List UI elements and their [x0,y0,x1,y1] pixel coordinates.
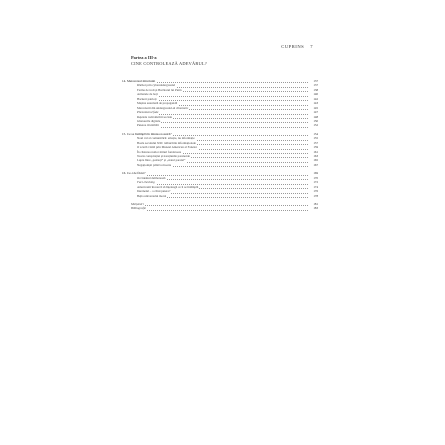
toc-entry-title: Armatele de boți [137,92,158,97]
toc-entry-title: Americanii încearcă să înțeleagă ce li se întâmplă [137,184,199,189]
toc-entry-title: Război prin cyberunderground [137,83,175,88]
toc-entry-title: Noul val al comunicării: emoție, nu informație [137,136,195,141]
toc-entry-title: Puterea invizibilă [137,123,159,128]
toc-chapter-title: 16. Ce-i de făcut? [122,171,146,176]
toc-entry-title: Mulțumiri [131,201,144,206]
toc-entry-title: Beția universului moral [137,193,167,198]
toc-chapter-title: 15. Ce se întâmplă în mintea noastră? [122,131,172,136]
toc-page-number: 165 [313,158,318,163]
toc-entry-title: Lupta între „patrioți” și „statul paralel” [137,158,186,163]
part-title: CINE CONTROLEAZĂ ADEVĂRUL? [131,60,207,66]
toc-entry-title: O scurtă vizită prin Muzeul American al Fanelor [137,145,198,150]
toc-entry-title: Boala secolului XXI: tulburările informaționale [137,140,196,145]
toc-page-number: 163 [313,154,318,158]
table-of-contents [122,79,318,211]
toc-entry-title: Mașina automată de propagandă [137,101,178,106]
toc-page-number: 159 [313,145,318,150]
dot-leader [138,126,308,128]
running-head [281,44,313,49]
toc-entry-title: Ghetourile digitale [137,118,161,123]
toc-page-number: 150 [313,118,318,123]
toc-entry-title: Phenomenul fake [137,110,159,115]
toc-entry-title: Fact-checking [137,180,155,185]
toc-page-number: 181 [313,201,318,206]
toc-page-number: 183 [313,206,318,211]
toc-page-number: 155 [313,136,318,141]
toc-page-number: 138 [313,87,318,92]
toc-entry-title: Internetul – a cărui putere? [137,189,171,194]
toc-page-number: 167 [313,162,318,167]
toc-page-number: 152 [313,123,318,128]
toc-page-number: 154 [313,131,318,136]
toc-page-number: 148 [313,114,318,119]
toc-page-number: 137 [313,79,318,83]
toc-page-number: 172 [313,180,318,185]
toc-entry [122,194,318,198]
toc-entry [122,123,318,127]
toc-entry-title: Hackeri patrioți [137,96,157,101]
toc-page-number: 137 [313,83,318,88]
toc-page-number: 176 [313,189,318,194]
toc-entry-title: Occidentul deliberează [137,175,166,180]
toc-page-number: 161 [313,149,318,154]
toc-entry [122,206,318,210]
toc-page-number: 140 [313,92,318,97]
toc-page-number: 157 [313,140,318,145]
toc-page-number: 174 [313,184,318,189]
toc-page-number: 147 [313,110,318,115]
toc-page-number: 142 [313,96,318,101]
toc-entry-title: În căutarea noilor mituri fondatoare [137,149,182,154]
toc-page-number: 143 [313,101,318,106]
toc-chapter-title: 14. Metaversul minciunii [122,79,156,83]
toc-entry-title: Bibliografie [131,206,146,211]
part-heading [131,55,207,66]
toc-entry-title: Rețelele radicalizării sociale [137,114,173,119]
toc-entry-title: Mercenarii din underground-ul cibernetic [137,105,189,110]
running-head-page-number: 7 [310,44,313,49]
toc-entry-title: Ferma de troli și Bucătarul lui Putin [137,87,182,92]
toc-entry-title: Teoria conspirației și narațiunile paranoide [137,154,190,158]
toc-page-number: 145 [313,105,318,110]
dot-leader [132,209,308,211]
toc-entry [122,163,318,167]
toc-page-number: 178 [313,193,318,198]
toc-page-number: 169 [313,171,318,176]
running-head-label: CUPRINS [281,44,305,49]
toc-page-number: 170 [313,175,318,180]
toc-entry-title: Negaționiști până la moarte [137,162,172,167]
part-label: Partea a III-a [131,55,157,60]
